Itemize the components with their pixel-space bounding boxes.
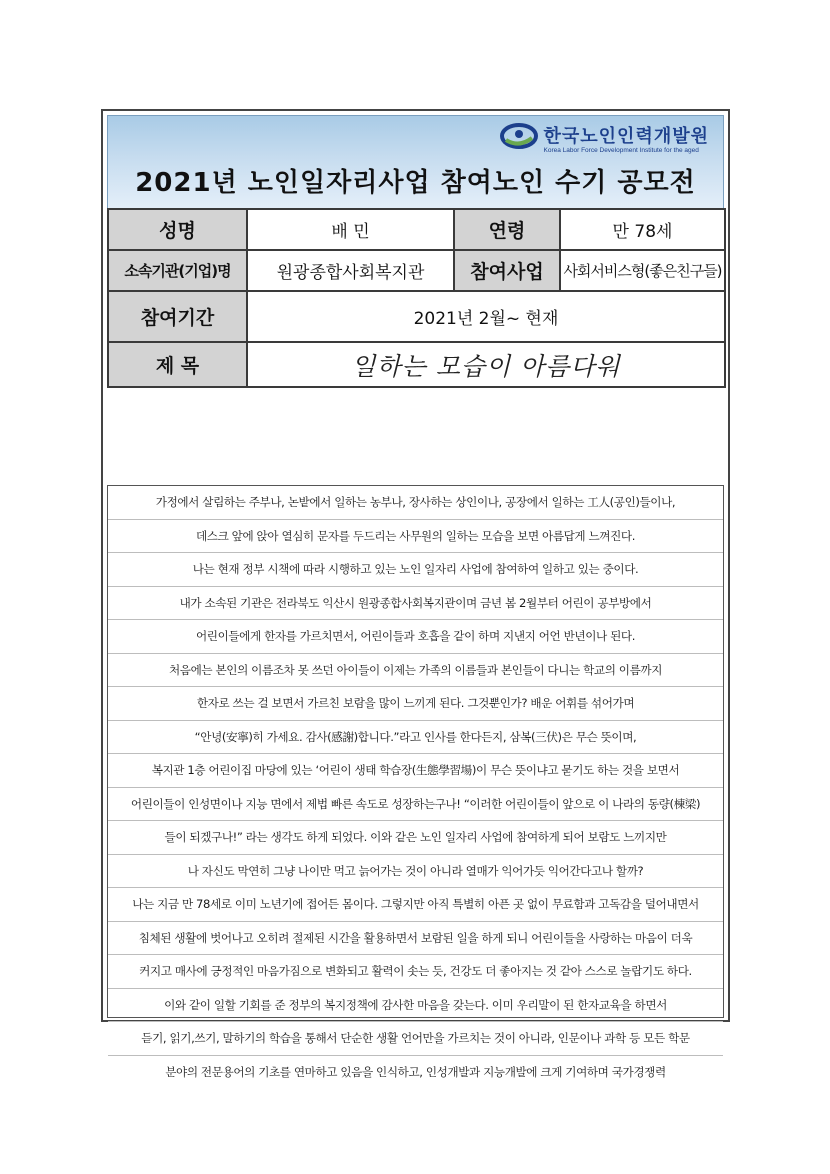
period-value: 2021년 2월~ 현재 [247,291,725,342]
essay-line: 나는 지금 만 78세로 이미 노년기에 접어든 몸이다. 그렇지만 아직 특별히 아픈 곳 없이 무료함과 고독감을 덜어내면서 [108,888,723,922]
swirl-logo-icon [500,122,538,154]
org-name: 한국노인인력개발원 [543,126,709,147]
age-value: 만 78세 [560,209,725,250]
name-label: 성명 [108,209,247,250]
essay-line: 데스크 앞에 앉아 열심히 문자를 두드리는 사무원의 일하는 모습을 보면 아름답게 느껴진다. [108,520,723,554]
name-value: 배 민 [247,209,454,250]
essay-line: 침체된 생활에 벗어나고 오히려 절제된 시간을 활용하면서 보람된 일을 하게 되니 어린이들을 사랑하는 마음이 더욱 [108,922,723,956]
period-label: 참여기간 [108,291,247,342]
document-frame [101,109,730,1079]
page-title: 2021년 노인일자리사업 참여노인 수기 공모전 [135,168,696,198]
org-label: 소속기관(기업)명 [108,250,247,291]
essay-line: 어린이들에게 한자를 가르치면서, 어린이들과 호흡을 같이 하며 지낸지 어언 반년이나 된다. [108,620,723,654]
essay-line: 나는 현재 정부 시책에 따라 시행하고 있는 노인 일자리 사업에 참여하여 일하고 있는 중이다. [108,553,723,587]
essay-line: 한자로 쓰는 걸 보면서 가르친 보람을 많이 느끼게 된다. 그것뿐인가? 배운 어휘를 섞어가며 [108,687,723,721]
essay-line: 어린이들이 인성면이나 지능 면에서 제법 빠른 속도로 성장하는구나! “이러한 어린이들이 앞으로 이 나라의 동량(棟梁) [108,788,723,822]
essay-body [107,485,724,1079]
essay-line: 커지고 매사에 긍정적인 마음가짐으로 변화되고 활력이 솟는 듯, 건강도 더 좋아지는 것 같아 스스로 놀랍기도 하다. [108,955,723,989]
essay-line: “안녕(安寧)히 가세요. 감사(感謝)합니다.”라고 인사를 한다든지, 삼복(三伏)은 무슨 뜻이며, [108,721,723,755]
essay-line: 복지관 1층 어린이집 마당에 있는 ‘어린이 생태 학습장(生態學習場)이 무슨 뜻이냐고 묻기도 하는 것을 보면서 [108,754,723,788]
essay-line: 들이 되겠구나!” 라는 생각도 하게 되었다. 이와 같은 노인 일자리 사업에 참여하게 되어 보람도 느끼지만 [108,821,723,855]
essay-line: 처음에는 본인의 이름조차 못 쓰던 아이들이 이제는 가족의 이름들과 본인들이 다니는 학교의 이름까지 [108,654,723,688]
essay-line: 내가 소속된 기관은 전라북도 익산시 원광종합사회복지관이며 금년 봄 2월부터 어린이 공부방에서 [108,587,723,621]
subject-label: 제 목 [108,342,247,387]
program-value: 사회서비스형(좋은친구들) [560,250,725,291]
header-banner [107,115,724,209]
program-label: 참여사업 [454,250,560,291]
org-logo [500,122,710,154]
subject-value: 일하는 모습이 아름다워 [247,342,725,387]
age-label: 연령 [454,209,560,250]
essay-line: 가정에서 살림하는 주부나, 논밭에서 일하는 농부나, 장사하는 상인이나, 공장에서 일하는 工人(공인)들이나, [108,486,723,520]
org-name-en: Korea Labor Force Development Institute for the aged [543,147,699,154]
essay-line: 나 자신도 막연히 그냥 나이만 먹고 늙어가는 것이 아니라 열매가 익어가듯 익어간다고나 할까? [108,855,723,889]
org-value: 원광종합사회복지관 [247,250,454,291]
essay-line: 이와 같이 일할 기회를 준 정부의 복지정책에 감사한 마음을 갖는다. 이미 우리말이 된 한자교육을 하면서 [108,989,723,1023]
info-table [107,208,726,388]
essay-line: 듣기, 읽기,쓰기, 말하기의 학습을 통해서 단순한 생활 언어만을 가르치는 것이 아니라, 인문이나 과학 등 모든 학문 [108,1022,723,1056]
essay-line: 분야의 전문용어의 기초를 연마하고 있음을 인식하고, 인성개발과 지능개발에 크게 기여하며 국가경쟁력 [165,1064,666,1079]
